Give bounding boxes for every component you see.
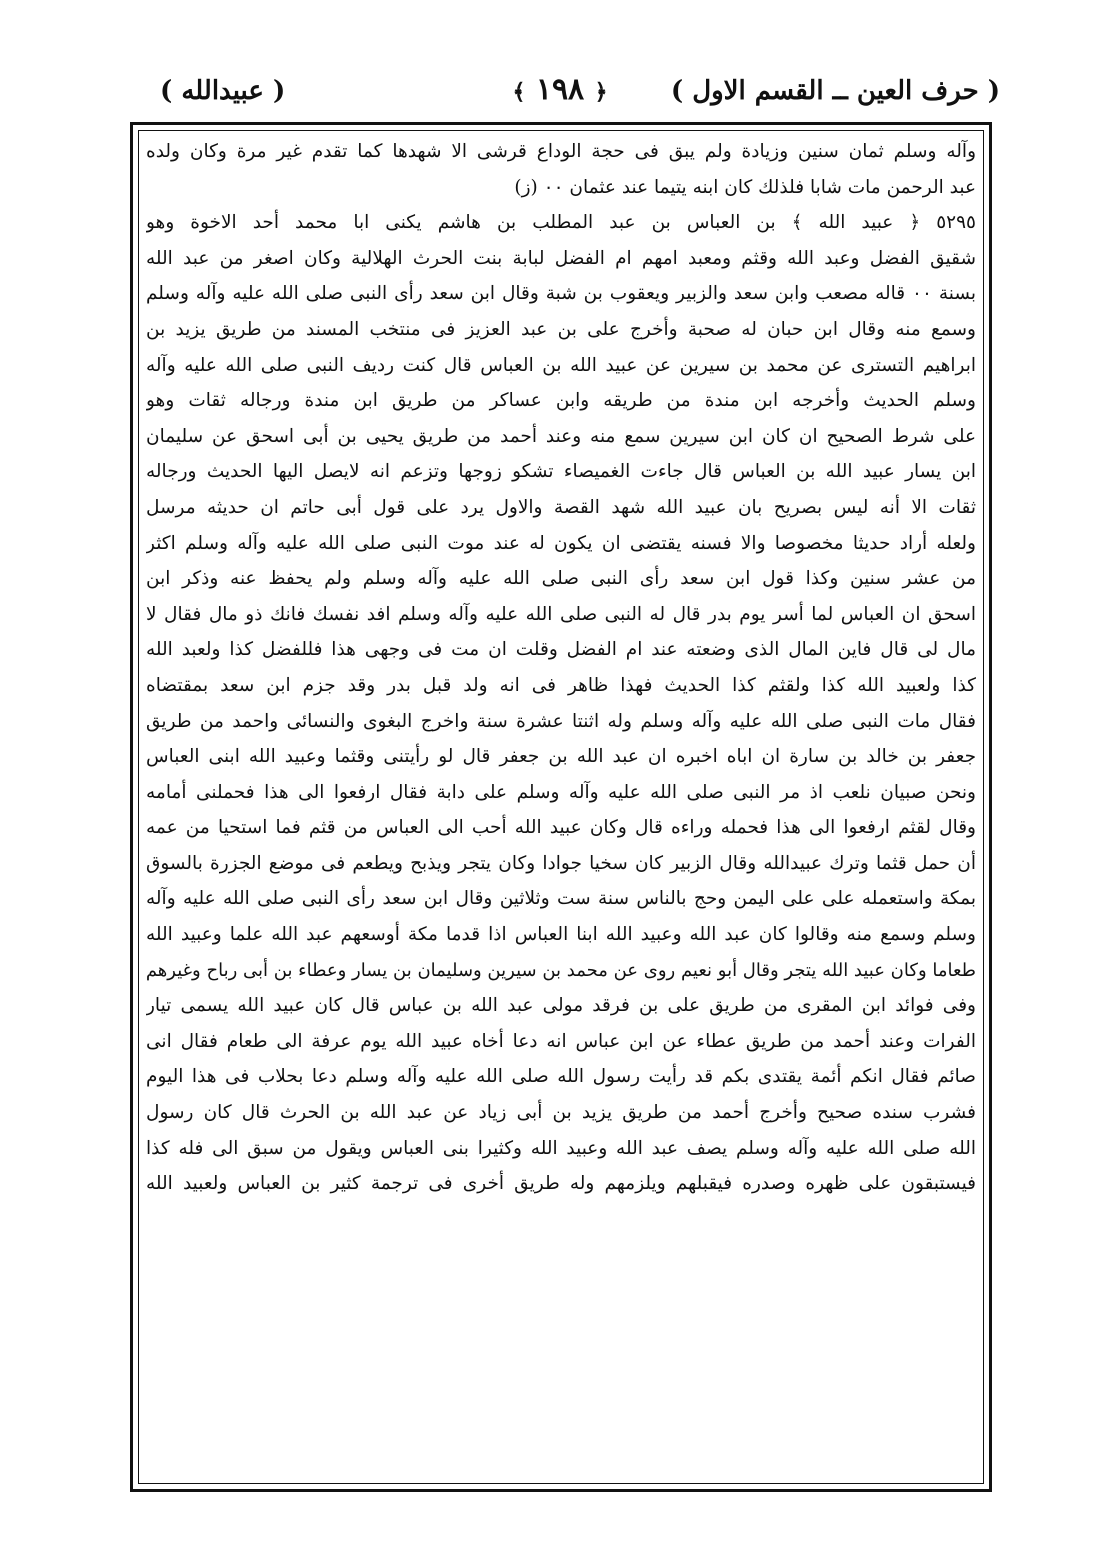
text-line: من عشر سنين وكذا قول ابن سعد رأى النبى صلى الله عليه وآله وسلم ولم يحفظ عنه وذكر ابن (146, 568, 976, 590)
text-line: وقال لقثم ارفعوا الى هذا فحمله وراءه قال وكان عبيد الله أحب الى العباس من قثم فما استحيا من عمه (146, 817, 976, 839)
text-line: ابن يسار عبيد الله بن العباس قال جاءت الغميصاء تشكو زوجها وتزعم انه لايصل اليها الحديث ورجاله (146, 461, 976, 483)
page-number-block (512, 72, 607, 107)
text-line: طعاما وكان عبيد الله يتجر وقال أبو نعيم روى عن محمد بن سيرين وسليمان بن يسار وعطاء بن أبى رباح وغيرهم (146, 959, 976, 981)
text-line: بسنة ٠٠ قاله مصعب وابن سعد والزبير ويعقوب بن شبة وقال ابن سعد رأى النبى صلى الله عليه وآله وسلم (146, 283, 976, 305)
page-header (120, 72, 1000, 124)
text-line: وفى فوائد ابن المقرى من طريق على بن فرقد مولى عبد الله بن عباس قال كان عبيد الله يسمى تيار (146, 995, 976, 1017)
text-line: ولعله أراد حديثا مخصوصا والا فسنه يقتضى ان يكون له عند موت النبى صلى الله عليه وآله وسلم اكثر (146, 532, 976, 554)
chapter-title: ( حرف العين ــ القسم الاول ) (670, 76, 1000, 106)
text-line: عبد الرحمن مات شابا فلذلك كان ابنه يتيما عند عثمان ٠٠ (ز) (514, 176, 976, 198)
entry-name-header: ( عبيدالله ) (160, 76, 286, 106)
page-number: ١٩٨ (535, 72, 585, 107)
text-line: فقال مات النبى صلى الله عليه وآله وسلم وله اثنتا عشرة سنة واخرج البغوى والنسائى واحمد من طريق (146, 710, 976, 732)
text-line: الفرات وعند أحمد من طريق عطاء عن ابن عباس انه دعا أخاه عبيد الله يوم عرفة الى طعام فقال انى (146, 1030, 976, 1052)
text-line: ٥٢٩٥ ﴿ عبيد الله ﴾ بن العباس بن عبد المطلب بن هاشم يكنى ابا محمد أحد الاخوة وهو (146, 212, 976, 234)
text-line: جعفر بن خالد بن سارة ان اباه اخبره ان عبد الله بن جعفر قال لو رأيتنى وقثما وعبيد الله ابنى العباس (146, 746, 976, 768)
text-line: ثقات الا أنه ليس بصريح بان عبيد الله شهد القصة والاول يرد على قول أبى حاتم ان حديثه مرسل (146, 496, 976, 518)
text-line: فيستبقون على ظهره وصدره فيقبلهم ويلزمهم وله طريق أخرى فى ترجمة كثير بن العباس ولعبيد الله (146, 1173, 976, 1195)
text-line: شقيق الفضل وعبد الله وقثم ومعبد امهم ام الفضل لبابة بنت الحرث الهلالية وكان اصغر من عبد الله (146, 247, 976, 269)
text-line: فشرب سنده صحيح وأخرج أحمد من طريق يزيد بن أبى زياد عن عبد الله بن الحرث قال كان رسول (146, 1102, 976, 1124)
text-line: ونحن صبيان نلعب اذ مر النبى صلى الله عليه وآله وسلم على دابة فقال ارفعوا الى هذا فحملنى أمامه (146, 781, 976, 803)
text-line: على شرط الصحيح ان كان ابن سيرين سمع منه وعند أحمد من طريق يحيى بن أبى اسحق عن سليمان (146, 425, 976, 447)
text-line: مال لى قال فاين المال الذى وضعته عند ام الفضل وقلت ان مت فى وجهى هذا فللفضل كذا ولعبد الله (146, 639, 976, 661)
text-line: أن حمل قثما وترك عبيدالله وقال الزبير كان سخيا جوادا وكان يتجر ويذبح ويطعم فى موضع الجزرة بالسوق (146, 852, 976, 874)
ornament-left-icon: ﴾ (512, 79, 526, 105)
text-line: صائم فقال انكم أئمة يقتدى بكم قد رأيت رسول الله صلى الله عليه وآله وسلم دعا بحلاب فى هذا اليوم (146, 1066, 976, 1088)
text-line: الله صلى الله عليه وآله وسلم يصف عبد الله وعبيد الله وكثيرا بنى العباس ويقول من سبق الى فله كذا (146, 1137, 976, 1159)
text-line: وآله وسلم ثمان سنين وزيادة ولم يبق فى حجة الوداع قرشى الا شهدها كما تقدم غير مرة وكان ولده (146, 141, 976, 162)
text-line: وسمع منه وقال ابن حبان له صحبة وأخرج على بن عبد العزيز فى منتخب المسند من طريق يزيد بن (146, 318, 976, 340)
text-line: وسلم وسمع منه وقالوا كان عبد الله وعبيد الله ابنا العباس اذا قدما مكة أوسعهم عبد الله علما وعبيد الله (146, 924, 976, 946)
text-line: وسلم الحديث وأخرجه ابن مندة من طريقه وابن عساكر من طريق ابن مندة ورجاله ثقات وهو (146, 390, 976, 412)
text-line: بمكة واستعمله على على اليمن وحج بالناس سنة ست وثلاثين وقال ابن سعد رأى النبى صلى الله عليه وآله (146, 888, 976, 910)
ornament-right-icon: ﴿ (594, 79, 608, 105)
text-line: ابراهيم التسترى عن محمد بن سيرين عن عبيد الله بن العباس قال كنت رديف النبى صلى الله عليه وآله (146, 354, 976, 376)
text-line: كذا ولعبيد الله كذا ولقثم كذا الحديث فهذا ظاهر فى انه ولد قبل بدر وقد جزم ابن سعد بمقتضاه (146, 674, 976, 696)
text-line: اسحق ان العباس لما أسر يوم بدر قال له النبى صلى الله عليه وآله وسلم افد نفسك فانك ذو مال فقال لا (146, 603, 976, 625)
body-text (146, 134, 976, 1474)
